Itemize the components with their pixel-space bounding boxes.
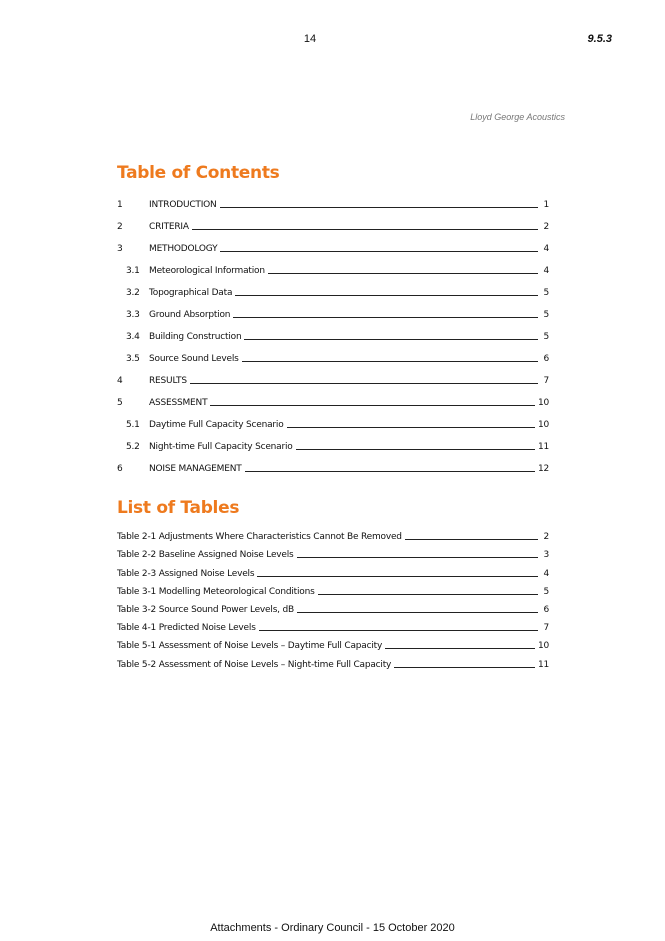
table-entry xyxy=(117,579,549,597)
toc-entry-number: 3 xyxy=(117,244,123,254)
toc-entry-page: 11 xyxy=(537,442,549,452)
table-entry-title: Table 5-2 Assessment of Noise Levels – Night-time Full Capacity xyxy=(117,659,392,670)
list-of-tables-heading: List of Tables xyxy=(117,498,240,518)
toc-leader-line xyxy=(244,339,538,340)
toc-entry-title: NOISE MANAGEMENT xyxy=(149,464,242,474)
toc-entry xyxy=(117,364,549,386)
toc-entry-title: Building Construction xyxy=(149,332,242,342)
toc-entry-title: RESULTS xyxy=(149,376,187,386)
table-entry-page: 10 xyxy=(537,641,549,652)
toc-entry-title: INTRODUCTION xyxy=(149,200,217,210)
toc-entry-number: 3.4 xyxy=(126,332,140,342)
toc-entry-number: 5 xyxy=(117,398,123,408)
toc-entry-page: 2 xyxy=(543,222,549,232)
table-entry xyxy=(117,633,549,651)
table-entry xyxy=(117,597,549,615)
toc-entry-number: 3.1 xyxy=(126,266,140,276)
toc-entry-number: 3.5 xyxy=(126,354,140,364)
table-leader-line xyxy=(297,557,538,558)
toc-leader-line xyxy=(235,295,538,296)
toc-leader-line xyxy=(287,427,535,428)
toc-entry-number: 4 xyxy=(117,376,123,386)
toc-entry-number: 2 xyxy=(117,222,123,232)
table-leader-line xyxy=(318,594,538,595)
company-name: Lloyd George Acoustics xyxy=(470,112,565,122)
toc-entry-number: 5.2 xyxy=(126,442,140,452)
toc-entry xyxy=(117,430,549,452)
toc-entry-title: Topographical Data xyxy=(149,288,233,298)
toc-entry-title: Source Sound Levels xyxy=(149,354,239,364)
toc-entry-page: 5 xyxy=(543,332,549,342)
toc-leader-line xyxy=(190,383,538,384)
toc-leader-line xyxy=(220,207,538,208)
toc-entry xyxy=(117,276,549,298)
toc-leader-line xyxy=(268,273,538,274)
page-footer: Attachments - Ordinary Council - 15 October 2020 xyxy=(210,922,455,934)
toc-entry-title: Night-time Full Capacity Scenario xyxy=(149,442,293,452)
table-entry-page: 7 xyxy=(543,623,549,634)
table-leader-line xyxy=(385,648,535,649)
toc-entry xyxy=(117,254,549,276)
table-entry-title: Table 3-2 Source Sound Power Levels, dB xyxy=(117,604,294,615)
table-entry xyxy=(117,651,549,669)
toc-entry-number: 5.1 xyxy=(126,420,140,430)
toc-entry xyxy=(117,386,549,408)
table-entry-title: Table 5-1 Assessment of Noise Levels – Daytime Full Capacity xyxy=(117,641,383,652)
table-entry-page: 5 xyxy=(543,586,549,597)
toc-entry xyxy=(117,298,549,320)
toc-entry-page: 5 xyxy=(543,310,549,320)
toc-entry-page: 1 xyxy=(543,200,549,210)
toc-entry xyxy=(117,188,549,210)
toc-leader-line xyxy=(242,361,538,362)
toc-leader-line xyxy=(296,449,535,450)
toc-entry xyxy=(117,232,549,254)
table-entry-title: Table 2-2 Baseline Assigned Noise Levels xyxy=(117,550,294,561)
toc-leader-line xyxy=(233,317,538,318)
toc-entry-page: 6 xyxy=(543,354,549,364)
toc-entry-page: 5 xyxy=(543,288,549,298)
table-leader-line xyxy=(257,576,538,577)
toc-entry-number: 3.3 xyxy=(126,310,140,320)
table-entry-title: Table 2-1 Adjustments Where Characteristics Cannot Be Removed xyxy=(117,532,402,543)
toc-entry xyxy=(117,452,549,474)
table-entry-title: Table 4-1 Predicted Noise Levels xyxy=(117,623,256,634)
table-entry-page: 6 xyxy=(543,604,549,615)
toc-entry-page: 10 xyxy=(537,398,549,408)
toc-entry-title: Daytime Full Capacity Scenario xyxy=(149,420,284,430)
toc-entry-title: Ground Absorption xyxy=(149,310,231,320)
page-number: 14 xyxy=(303,33,317,45)
toc-entry-title: CRITERIA xyxy=(149,222,189,232)
toc-list xyxy=(117,188,549,474)
toc-entry-title: ASSESSMENT xyxy=(149,398,208,408)
table-entry-title: Table 3-1 Modelling Meteorological Conditions xyxy=(117,586,315,597)
table-leader-line xyxy=(405,539,538,540)
table-entry xyxy=(117,615,549,633)
toc-entry-number: 3.2 xyxy=(126,288,140,298)
table-entry xyxy=(117,524,549,542)
toc-entry-title: METHODOLOGY xyxy=(149,244,218,254)
toc-entry xyxy=(117,408,549,430)
toc-heading: Table of Contents xyxy=(117,163,280,183)
table-entry xyxy=(117,542,549,560)
toc-leader-line xyxy=(192,229,538,230)
table-entry-page: 11 xyxy=(537,659,549,670)
table-leader-line xyxy=(259,630,538,631)
toc-entry xyxy=(117,342,549,364)
toc-leader-line xyxy=(210,405,535,406)
table-entry-page: 4 xyxy=(543,568,549,579)
table-leader-line xyxy=(297,612,538,613)
toc-leader-line xyxy=(220,251,538,252)
toc-entry-title: Meteorological Information xyxy=(149,266,265,276)
toc-entry-page: 4 xyxy=(543,266,549,276)
toc-entry xyxy=(117,210,549,232)
toc-leader-line xyxy=(245,471,535,472)
toc-entry-page: 4 xyxy=(543,244,549,254)
table-entry-page: 3 xyxy=(543,550,549,561)
table-entry-title: Table 2-3 Assigned Noise Levels xyxy=(117,568,255,579)
table-leader-line xyxy=(394,667,535,668)
toc-entry-page: 12 xyxy=(537,464,549,474)
agenda-item-code: 9.5.3 xyxy=(587,33,612,45)
table-entry xyxy=(117,560,549,578)
table-entry-page: 2 xyxy=(543,532,549,543)
toc-entry-number: 6 xyxy=(117,464,123,474)
list-of-tables xyxy=(117,524,549,670)
toc-entry-number: 1 xyxy=(117,200,123,210)
toc-entry xyxy=(117,320,549,342)
toc-entry-page: 10 xyxy=(537,420,549,430)
toc-entry-page: 7 xyxy=(543,376,549,386)
